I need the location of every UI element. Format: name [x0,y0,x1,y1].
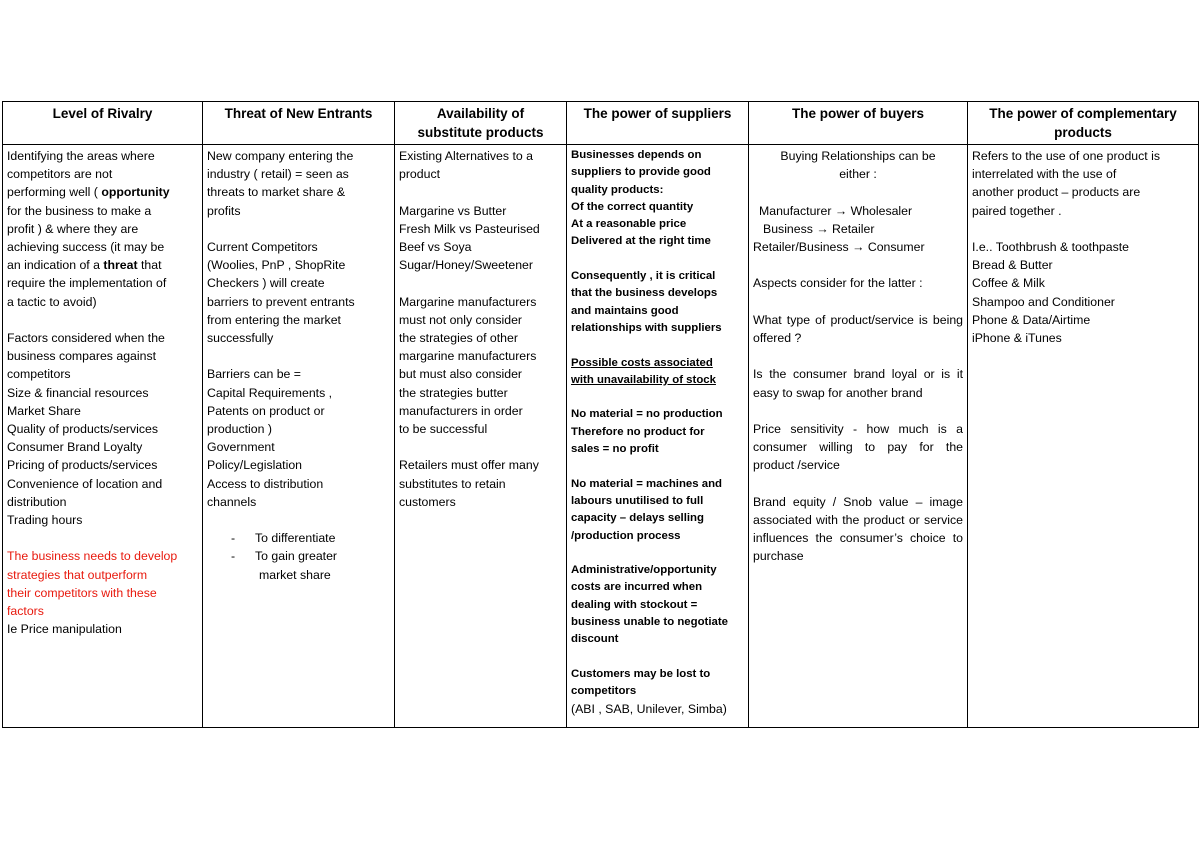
arrow-right-icon: → [816,221,829,236]
cell-power-of-complementary-products: Refers to the use of one product is interrelated with the use of another product – products are paired together . I.e.. Toothbrush & toothpaste Bread & Butter Coffee & Milk Shampoo and Conditioner Phone & Data/Airtime iPhone & iTunes [968,145,1199,728]
cell-power-of-suppliers: Businesses depends on suppliers to provide good quality products: Of the correct quantity At a reasonable price Delivered at the right time Consequently , it is critical that the business develops and maintains good relationships with suppliers Possible costs associated with unavailability of stock No material = no production Therefore no product for sales = no profit No material = machines and labours unutilised to full capacity – delays selling /production process Administrative/opportunity costs are incurred when dealing with stockout = business unable to negotiate discount Customers may be lost to competitors (ABI , SAB, Unilever, Simba) [567,145,749,728]
porter-forces-table [2,101,1199,728]
porter-forces-table-wrapper [2,101,1198,728]
rivalry-red-note-line-3: their competitors with these [7,585,157,600]
possible-costs-heading: Possible costs associated [571,356,713,369]
rivalry-red-note-line-4: factors [7,604,44,619]
bullet-market-share: - To gain greater [207,547,390,565]
header-level-of-rivalry: Level of Rivalry [3,102,203,145]
bullet-differentiate: - To differentiate [207,529,390,547]
arrow-right-icon: → [852,240,865,254]
rivalry-red-note-line-1: The business needs to develop [7,549,178,564]
arrow-right-icon: → [834,203,848,218]
header-substitute-products: Availability of substitute products [395,102,567,145]
content-row [3,145,1199,728]
header-power-of-suppliers: The power of suppliers [567,102,749,145]
header-power-of-buyers: The power of buyers [749,102,968,145]
header-row [3,102,1199,145]
rivalry-red-note-line-2: strategies that outperform [7,567,148,582]
header-power-of-complementary-products: The power of complementary products [968,102,1199,145]
cell-level-of-rivalry: Identifying the areas where competitors are not performing well ( opportunity for the business to make a profit ) & where they are achieving success (it may be an indication of a threat that require the implementation of a tactic to avoid) Factors considered when the business compares against competitors Size & financial resources Market Share Quality of products/services Consumer Brand Loyalty Pricing of products/services Convenience of location and distribution Trading hours The business needs to develop strategies that outperform their competitors with these factors Ie Price manipulation [3,145,203,728]
cell-power-of-buyers: Buying Relationships can be either : Manufacturer → Wholesaler Business → Retailer Retailer/Business → Consumer Aspects consider for the latter : What type of product/service is being offered ? Is the consumer brand loyal or is it easy to swap for another brand Price sensitivity - how much is a consumer willing to pay for the product /service Brand equity / Snob value – image associated with the product or service influences the consumer’s choice to purchase [749,145,968,728]
cell-threat-of-new-entrants: New company entering the industry ( retail) = seen as threats to market share & profits Current Competitors (Woolies, PnP , ShopRite Checkers ) will create barriers to prevent entrants from entering the market successfully Barriers can be = Capital Requirements , Patents on product or production ) Government Policy/Legislation Access to distribution channels - To differentiate - To gain greater market share [203,145,395,728]
header-threat-of-new-entrants: Threat of New Entrants [203,102,395,145]
cell-substitute-products: Existing Alternatives to a product Margarine vs Butter Fresh Milk vs Pasteurised Beef vs Soya Sugar/Honey/Sweetener Margarine manufacturers must not only consider the strategies of other margarine manufacturers but must also consider the strategies butter manufacturers in order to be successful Retailers must offer many substitutes to retain customers [395,145,567,728]
